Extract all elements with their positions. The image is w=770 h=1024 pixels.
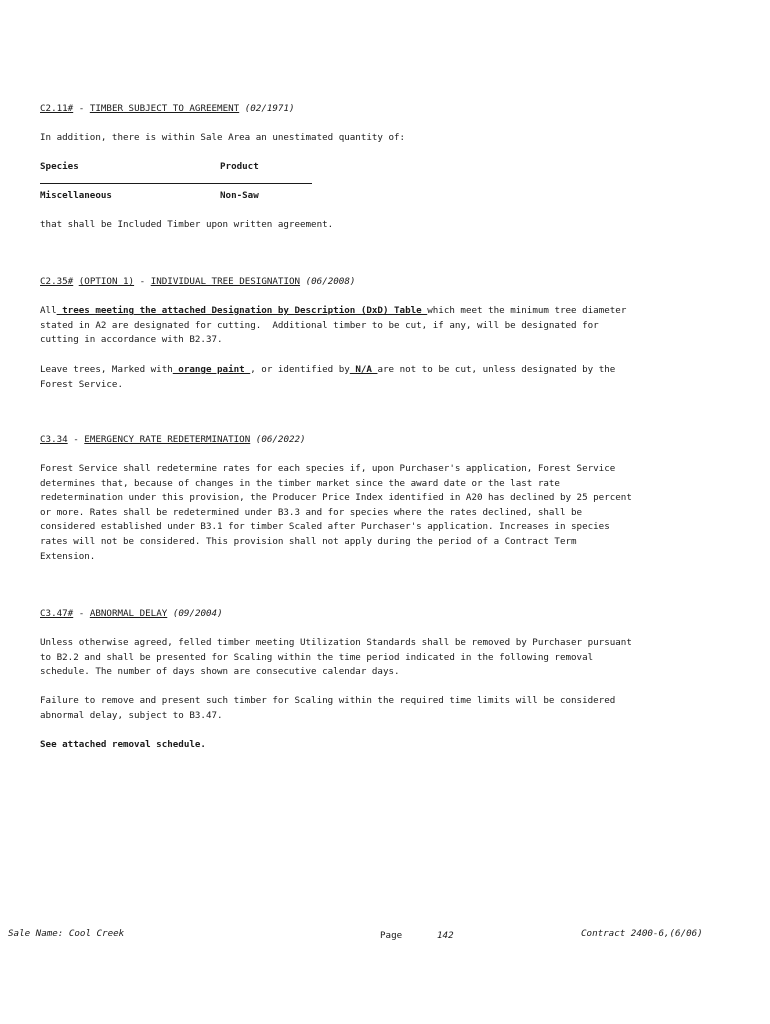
section-c334-heading [40, 433, 700, 448]
heading-separator: - [134, 276, 151, 287]
paragraph-line: Extension. [40, 550, 96, 562]
section-code: C3.34 [40, 434, 68, 445]
paragraph-text: which meet the minimum tree diameter [427, 305, 627, 316]
section-c235-paragraph-2 [40, 363, 700, 392]
section-date: (02/1971) [244, 103, 295, 114]
paragraph-line: or more. Rates shall be redetermined under B3.3 and for species where the rates declined, shall be [40, 506, 583, 518]
section-date: (06/2022) [255, 434, 306, 445]
section-date: (09/2004) [172, 608, 223, 619]
identification-method: N/A [349, 364, 378, 375]
heading-separator: - [73, 103, 90, 114]
species-table-row [40, 189, 700, 204]
section-c347-heading [40, 607, 700, 622]
designation-method: trees meeting the attached Designation by Description (DxD) Table [56, 305, 428, 316]
paragraph-line: to B2.2 and shall be presented for Scaling within the time period indicated in the following removal [40, 651, 594, 663]
section-code: C2.35# [40, 276, 74, 287]
section-title: TIMBER SUBJECT TO AGREEMENT [89, 103, 240, 114]
product-cell: Non-Saw [220, 190, 259, 201]
heading-separator: - [67, 434, 85, 445]
paragraph-text: stated in A2 are designated for cutting. Additional timber to be cut, if any, will be designated for [40, 319, 599, 331]
paragraph-line: redetermination under this provision, the Producer Price Index identified in A20 has declined by 25 percent [40, 492, 632, 504]
section-c211-intro: In addition, there is within Sale Area an unestimated quantity of: [40, 132, 406, 143]
section-c347-paragraph-1 [40, 636, 700, 680]
paragraph-text: Leave trees, Marked with [40, 364, 173, 375]
footer-contract: Contract 2400-6,(6/06) [581, 928, 703, 939]
removal-schedule-note: See attached removal schedule. [40, 739, 206, 750]
paragraph-line: determines that, because of changes in the timber market since the award date or the last rate [40, 477, 560, 489]
footer-page-label: Page [380, 930, 403, 941]
paragraph-text: , or identified by [250, 364, 350, 375]
paragraph-line: rates will not be considered. This provision shall not apply during the period of a Contract Term [40, 535, 577, 547]
species-table-header [40, 160, 700, 175]
section-date: (06/2008) [305, 276, 356, 287]
section-option: (OPTION 1) [78, 276, 135, 287]
paragraph-line: schedule. The number of days shown are consecutive calendar days. [40, 666, 400, 678]
paragraph-line: abnormal delay, subject to B3.47. [40, 709, 223, 721]
section-c347-paragraph-2 [40, 694, 700, 723]
section-code: C3.47# [40, 608, 74, 619]
section-c334-paragraph [40, 462, 700, 564]
section-c211-closing: that shall be Included Timber upon written agreement. [40, 219, 334, 230]
paragraph-text: cutting in accordance with B2.37. [40, 334, 223, 346]
species-cell: Miscellaneous [40, 190, 112, 201]
paragraph-text: All [40, 305, 57, 316]
paragraph-line: Unless otherwise agreed, felled timber meeting Utilization Standards shall be removed by Purchaser pursuant [40, 637, 632, 648]
section-title: EMERGENCY RATE REDETERMINATION [84, 434, 251, 445]
section-title: ABNORMAL DELAY [89, 608, 168, 619]
section-c211-heading [40, 102, 700, 117]
marking-method: orange paint [172, 364, 251, 375]
table-divider [40, 183, 312, 184]
section-title: INDIVIDUAL TREE DESIGNATION [150, 276, 301, 287]
section-code: C2.11# [40, 103, 74, 114]
paragraph-text: Forest Service. [40, 378, 123, 390]
section-c235-paragraph-1 [40, 304, 700, 348]
footer-sale-name: Sale Name: Cool Creek [8, 928, 125, 939]
section-c235-heading [40, 275, 700, 290]
paragraph-line: Failure to remove and present such timber for Scaling within the required time limits will be considered [40, 695, 616, 706]
species-column-header: Species [40, 161, 79, 172]
paragraph-line: Forest Service shall redetermine rates for each species if, upon Purchaser's application, Forest Service [40, 463, 616, 474]
footer-page-number: 142 [437, 930, 454, 941]
paragraph-text: are not to be cut, unless designated by the [377, 364, 616, 375]
heading-separator: - [73, 608, 90, 619]
product-column-header: Product [220, 161, 259, 172]
paragraph-line: considered established under B3.1 for timber Scaled after Purchaser's application. Increases in species [40, 521, 610, 533]
